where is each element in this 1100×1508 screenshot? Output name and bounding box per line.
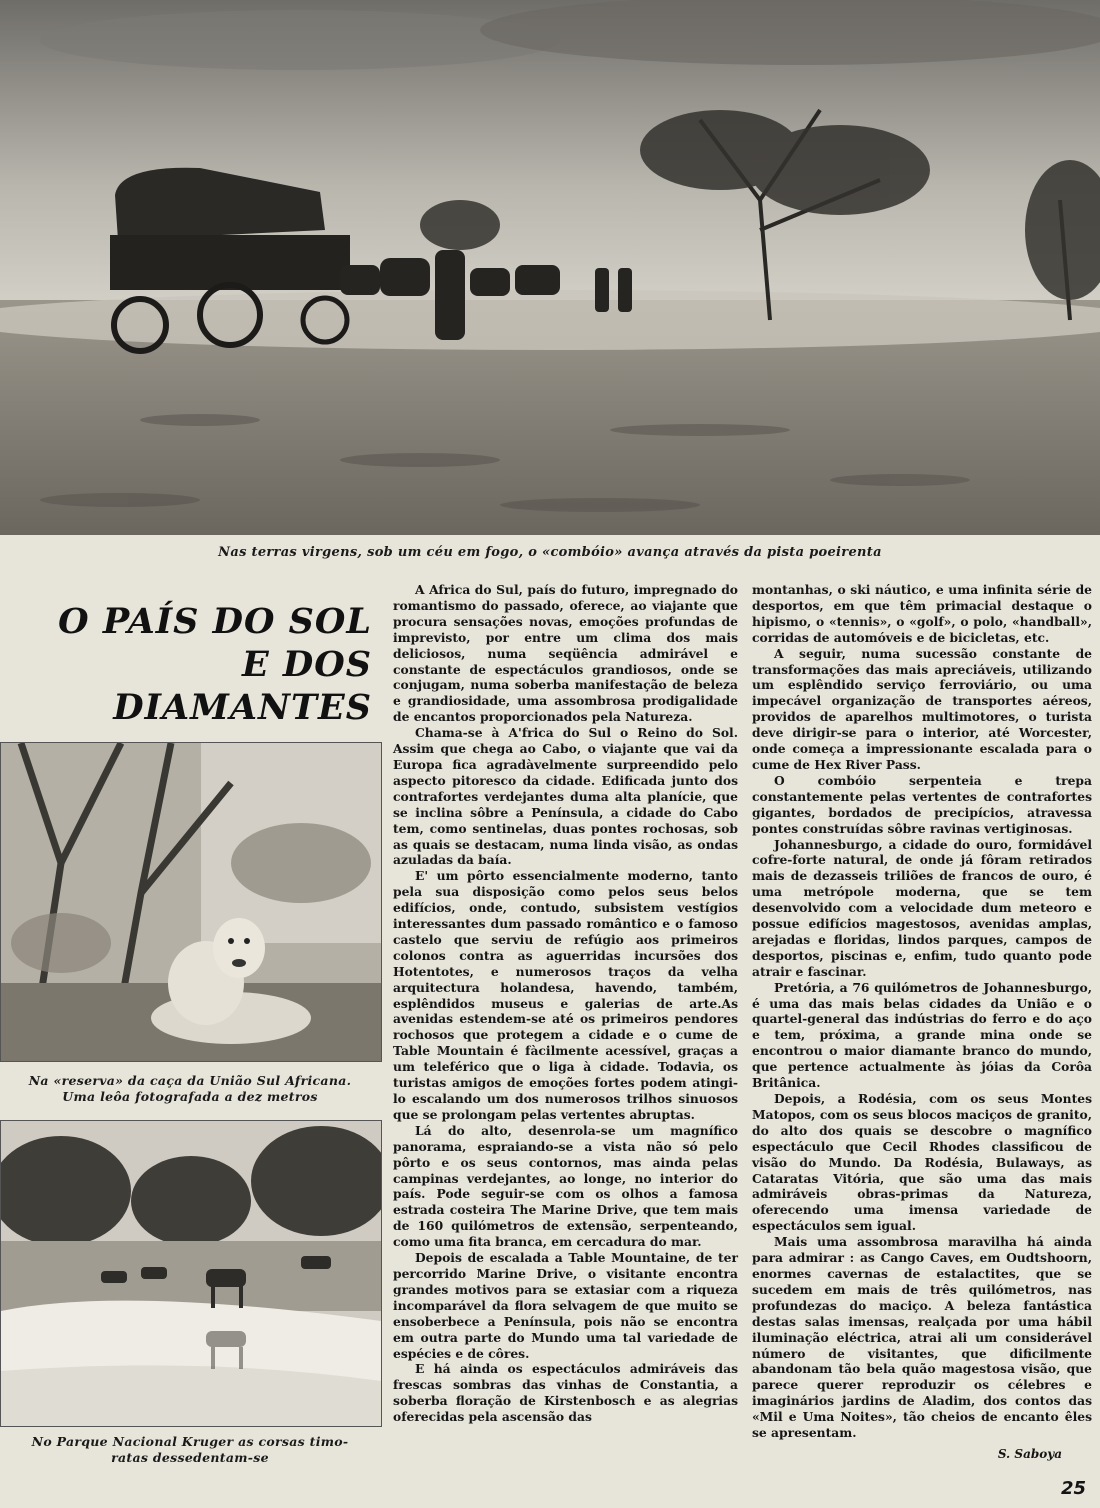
- lioness-photo-caption: [0, 1073, 380, 1105]
- paragraph: E' um pôrto essencialmente moderno, tanto pela sua disposição como pelos seus belos edifícios, onde, contudo, subsistem vestígios interessantes dum passado romântico e o famoso castelo que serviu de refúgio aos primeiros colonos contra as aguerridas incursões dos Hotentotes, e numerosos traços da velha arquitectura holandesa, havendo, também, esplêndidos museus e galerias de arte.As avenidas estendem-se até os primeiros pendores rochosos que protegem a cidade e o cume de Table Mountain é fàcilmente acessível, graças a um teleférico que o liga à cidade. Todavia, os turistas amigos de emoções fortes podem atingi-lo escalando um dos numerosos trilhos sinuosos que se prolongam pelas vertentes abruptas.: [393, 868, 738, 1122]
- paragraph: Depois, a Rodésia, com os seus Montes Matopos, com os seus blocos maciços de granito, do alto dos quais se descobre o magnífico espectáculo que Cecil Rhodes classificou de visão do Mundo. Da Rodésia, Bulaways, as Cataratas Vitória, que são uma das mais admiráveis obras-primas da Natureza, oferecendo uma imensa variedade de espectáculos sem igual.: [752, 1091, 1092, 1234]
- title-line-1: O PAÍS DO SOL: [58, 601, 372, 642]
- kruger-photo: [0, 1120, 382, 1427]
- paragraph: Pretória, a 76 quilómetros de Johannesburgo, é uma das mais belas cidades da União e o quartel-general das indústrias do ferro e do aço e tem, próxima, a grande mina onde se encontrou o maior diamante branco do mundo, que pertence actualmente às jóias da Corôa Britânica.: [752, 979, 1092, 1091]
- paragraph: Depois de escalada a Table Mountaine, de ter percorrido Marine Drive, o visitante encontra grandes motivos para se extasiar com a riqueza incomparável da flora selvagem de que muito se ensoberbece a Península, pois não se encontra em outra parte do Mundo uma tal variedade de espécies e de côres.: [393, 1250, 738, 1361]
- page-number: 25: [1060, 1478, 1086, 1499]
- title-line-3: DIAMANTES: [113, 687, 372, 728]
- kruger-photo-caption: [0, 1434, 380, 1466]
- paragraph: Lá do alto, desenrola-se um magnífico panorama, espraiando-se a vista não só pelo pôrto e os seus contornos, mas ainda pelas campinas verdejantes, ao longe, no interior do país. Pode seguir-se com os olhos a famosa estrada costeira The Marine Drive, que tem mais de 160 quilómetros de extensão, serpenteando, como uma fita branca, em cercadura do mar.: [393, 1122, 738, 1250]
- kruger-caption-line-1: No Parque Nacional Kruger as corsas timo-: [31, 1434, 349, 1449]
- lioness-caption-line-2: Uma leôa fotografada a dez metros: [62, 1089, 318, 1104]
- article-title: [22, 600, 372, 729]
- paragraph: A seguir, numa sucessão constante de transformações das mais apreciáveis, utilizando um esplêndido serviço ferroviário, ou uma impecável organização de transportes aéreos, providos de aparelhos multimotores, o turista deve dirigir-se para o interior, até Worcester, onde começa a impressionante escalada para o cume de Hex River Pass.: [752, 645, 1092, 772]
- paragraph: Mais uma assombrosa maravilha há ainda para admirar : as Cango Caves, em Oudtshoorn, enormes cavernas de estalactites, que se sucedem em mais de três quilómetros, nas profundezas do maciço. A beleza fantástica destas salas imensas, realçada por uma hábil iluminação eléctrica, atrai ali um considerável número de visitantes, que dificilmente abandonam tão bela quão magestosa visão, que parece querer reproduzir os célebres e imaginários jardins de Aladim, dos contos das «Mil e Uma Noites», tão cheios de encanto êles se apresentam.: [752, 1234, 1092, 1441]
- title-line-2: E DOS: [242, 644, 372, 685]
- paragraph: Johannesburgo, a cidade do ouro, formidável cofre-forte natural, de onde já fôram retirados mais de dezasseis triliões de francos de ouro, é uma metrópole moderna, que se tem desenvolvido com a velocidade dum meteoro e possue edifícios magestosos, avenidas amplas, arejadas e floridas, lindos parques, campos de desportos, piscinas e, enfim, tudo quanto pode atrair e fascinar.: [752, 836, 1092, 979]
- wagon-photo-caption: Nas terras virgens, sob um céu em fogo, o «combóio» avança através da pista poeirenta: [218, 545, 882, 560]
- author-signature: S. Saboya: [997, 1447, 1062, 1461]
- kruger-caption-line-2: ratas dessedentam-se: [111, 1450, 269, 1465]
- paragraph: A Africa do Sul, país do futuro, impregnado do romantismo do passado, oferece, ao viajante que procura sensações novas, emoções profundas de imprevisto, por entre um clima dos mais deliciosos, numa seqüência admirável e constante de espectáculos grandiosos, onde se conjugam, numa soberba manifestação de beleza e grandiosidade, uma assombrosa prodigalidade de encantos proporcionados pela Natureza.: [393, 582, 738, 725]
- paragraph: Chama-se à A'frica do Sul o Reino do Sol. Assim que chega ao Cabo, o viajante que vai da Europa fica agradàvelmente surpreendido pelo aspecto pitoresco da cidade. Edificada junto dos contrafortes verdejantes duma alta planície, que se inclina sôbre a Península, a cidade do Cabo tem, como sentinelas, duas pontes rochosas, sob as quais se destacam, numa linda visão, as ondas azuladas da baía.: [393, 725, 738, 868]
- paragraph: O combóio serpenteia e trepa constantemente pelas vertentes de contrafortes gigantes, bordados de precipícios, atravessa pontes construídas sôbre ravinas vertiginosas.: [752, 772, 1092, 836]
- paragraph: E há ainda os espectáculos admiráveis das frescas sombras das vinhas de Constantia, a soberba floração de Kirstenbosch e as alegrias oferecidas pela ascensão das: [393, 1361, 738, 1425]
- wagon-photo: [0, 0, 1100, 535]
- lioness-caption-line-1: Na «reserva» da caça da União Sul Africana.: [28, 1073, 352, 1088]
- lioness-photo: [0, 742, 382, 1062]
- article-column-1: [393, 582, 738, 1425]
- paragraph: montanhas, o ski náutico, e uma infinita série de desportos, em que têm primacial destaque o hipismo, o «tennis», o «golf», o polo, «handball», corridas de automóveis e de bicicletas, etc.: [752, 582, 1092, 645]
- article-column-2: [752, 582, 1092, 1441]
